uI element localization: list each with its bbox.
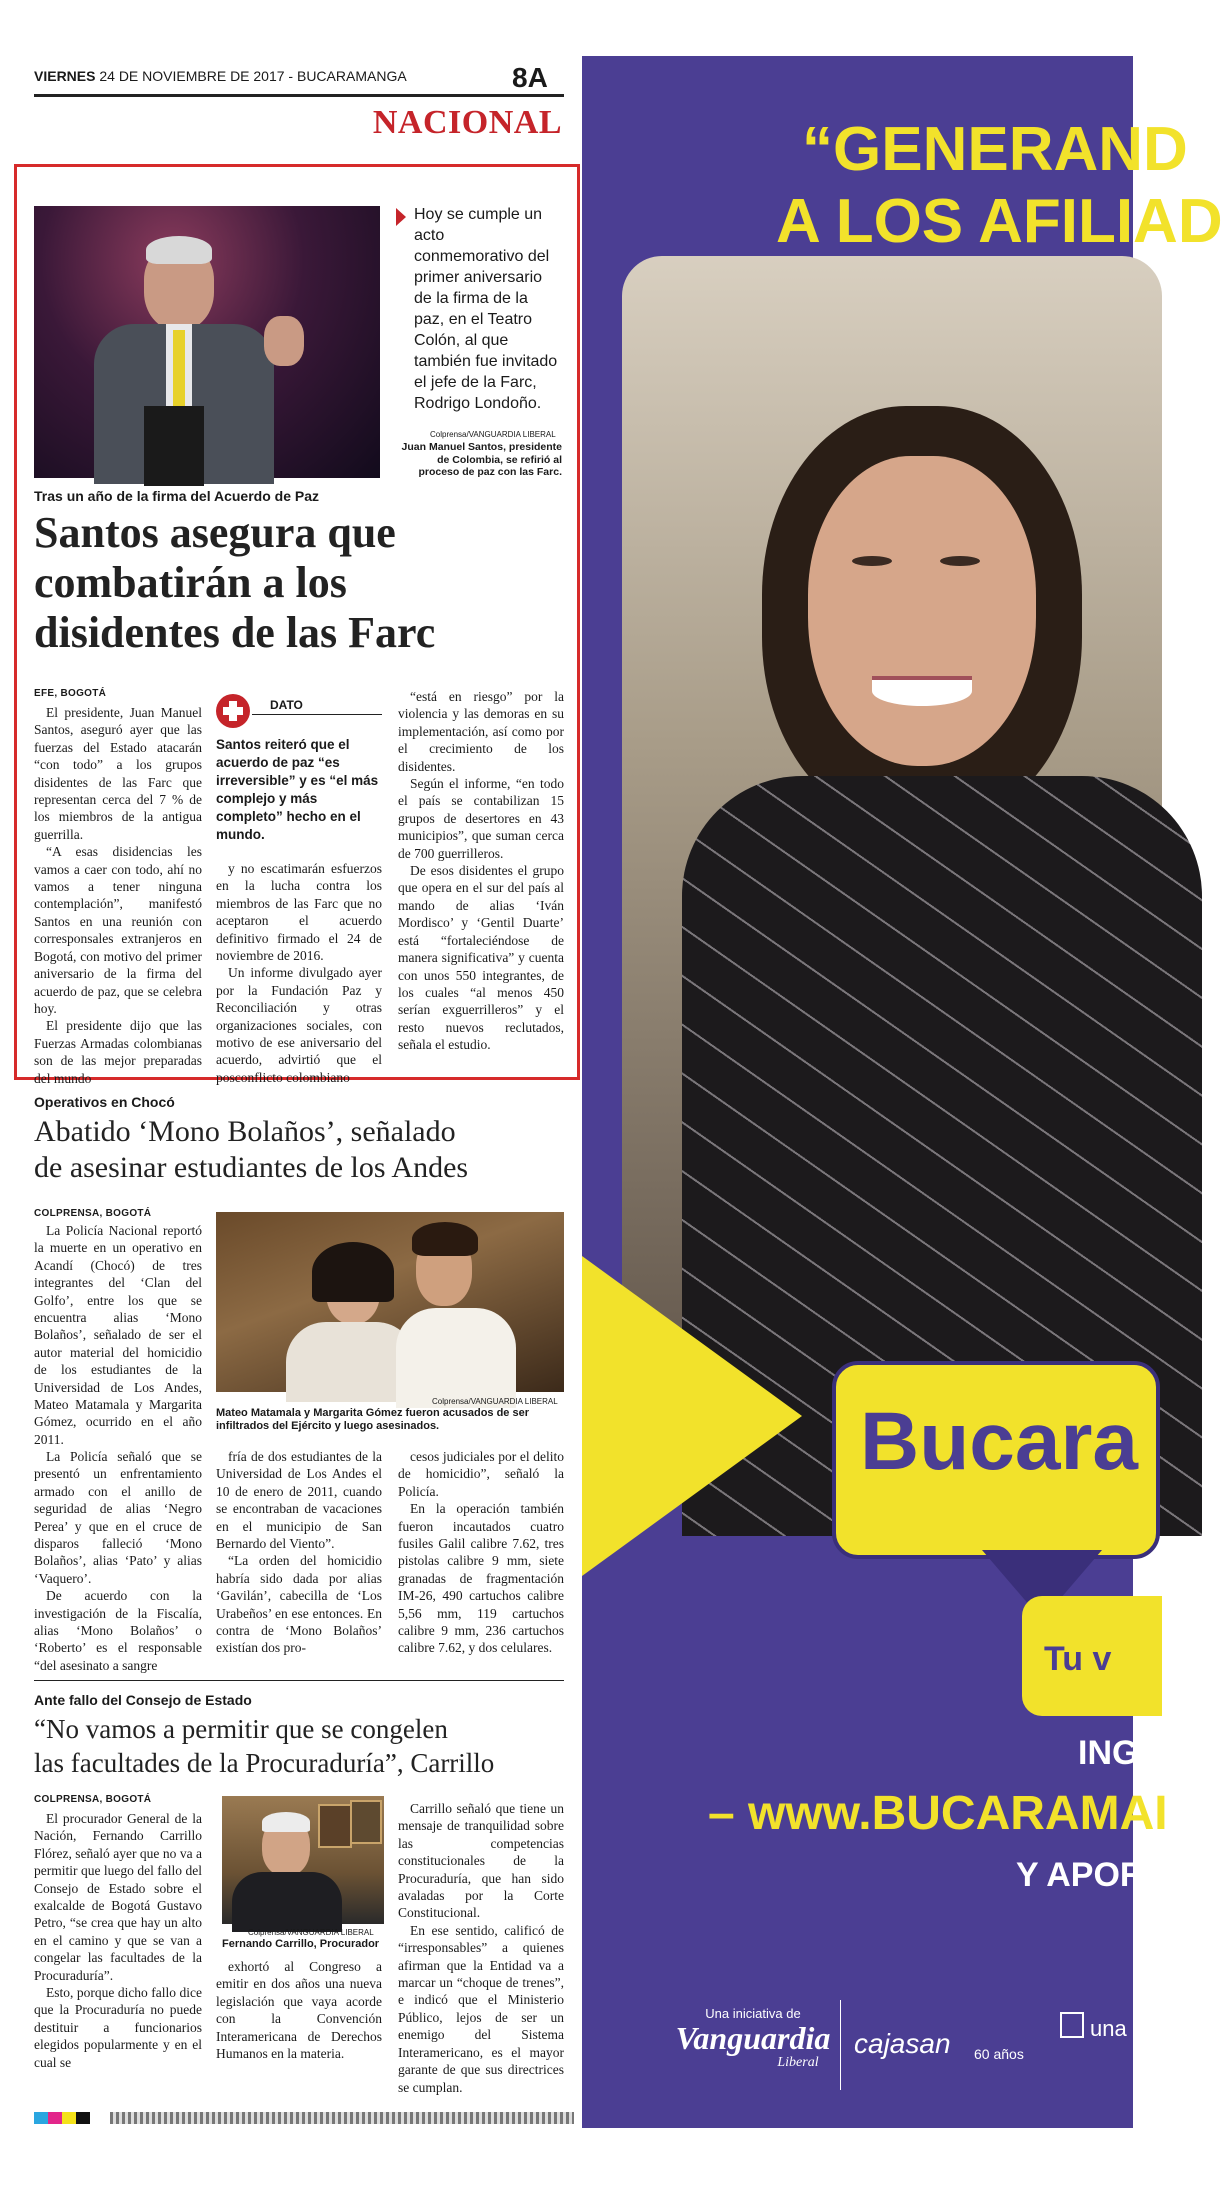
dato-label: DATO bbox=[270, 698, 303, 712]
masthead-rule bbox=[34, 94, 564, 97]
section-title: NACIONAL bbox=[372, 104, 562, 141]
story1-column-1: El presidente, Juan Manuel Santos, aseguró ayer que las fuerzas del Estado atacarán “con todo” a los grupos disidentes de las Farc que representan cerca del 7 % de los miembros de la antigua guerrilla. “A esas disidencias les vamos a caer con todo, ahí no vamos a tener ninguna contemplación”, manifestó Santos en una reunión con corresponsales extranjeros en Bogotá, con motivo del primer aniversario de la firma del acuerdo de paz, que se celebra hoy. El presidente dijo que las Fuerzas Armadas colombianas son de las mejor preparadas del mundo bbox=[34, 705, 202, 1086]
story3-byline: COLPRENSA, BOGOTÁ bbox=[34, 1794, 152, 1805]
ad-logo-vanguardia: Una iniciativa de Vanguardia Liberal bbox=[675, 2006, 831, 2070]
story2-byline: COLPRENSA, BOGOTÁ bbox=[34, 1208, 152, 1219]
print-color-bar bbox=[34, 2112, 574, 2124]
story1-kicker: Tras un año de la firma del Acuerdo de Paz bbox=[34, 488, 320, 504]
story3-column-3: Carrillo señaló que tiene un mensaje de tranquilidad sobre las competencias constitucionales de la Procuraduría, que han sido avaladas por la Corte Constitucional. En ese sentido, calificó de “irresponsables” a quienes afirman que la Entidad va a marcar un “choque de trenes”, e indicó que el Ministerio Público, lejos de ser un enemigo del Sistema Interamericano, es el mayor garante de que sus directrices se cumplan. bbox=[398, 1801, 564, 2095]
ad-brand: Bucara bbox=[860, 1396, 1139, 1487]
page-number: 8A bbox=[512, 62, 548, 93]
dato-rule bbox=[252, 714, 382, 715]
photo-caption-students: Mateo Matamala y Margarita Gómez fueron acusados de ser infiltrados del Ejército y luego asesinados. bbox=[216, 1407, 529, 1432]
story1-column-3: “está en riesgo” por la violencia y las demoras en su implementación, así como por el crecimiento de los disidentes. Según el informe, “en todo el país se contabilizan 15 grupos de desertores en 43 municipios”, que suman cerca de 700 guerrilleros. De esos disidentes el grupo que opera en el sur del país al mando de alias ‘Iván Mordisco’ y ‘Gentil Duarte’ está “fortaleciéndose de manera significativa” y cuenta con unos 550 integrantes, de los cuales “al menos 450 serían exguerrilleros” y el resto nuevos reclutados, señala el estudio. bbox=[398, 689, 564, 1053]
photo-caption-carrillo: Fernando Carrillo, Procurador bbox=[222, 1938, 380, 1950]
story1-headline: Santos asegura que combatirán a los disidentes de las Farc bbox=[34, 508, 436, 657]
masthead-day: VIERNES bbox=[34, 68, 96, 84]
ad-brand-panel bbox=[832, 1361, 1160, 1559]
santos-photo bbox=[34, 206, 380, 478]
story-divider bbox=[34, 1680, 564, 1681]
advertisement bbox=[582, 56, 1223, 2128]
story2-column-2: fría de dos estudiantes de la Universidad de Los Andes el 10 de enero de 2011, cuando se encontraban de vacaciones en el municipio de San Bernardo del Viento”. “La orden del homicidio habría sido dada por alias ‘Gavilán’, cabecilla de ‘Los Urabeños’ en ese entonces. En contra de ‘Mono Bolaños’ existían dos pro- bbox=[216, 1449, 382, 1656]
lead-text: Hoy se cumple un acto conmemorativo del primer aniversario de la firma de la paz, en el Teatro Colón, al que también fue invitado el jefe de la Farc, Rodrigo Londoño. bbox=[414, 206, 558, 412]
ad-url: – www.BUCARAMAI bbox=[708, 1787, 1168, 1840]
photo-credit-students: Colprensa/VANGUARDIA LIBERAL bbox=[432, 1397, 558, 1406]
story3-kicker: Ante fallo del Consejo de Estado bbox=[34, 1692, 252, 1708]
story3-headline: “No vamos a permitir que se congelen las facultades de la Procuraduría”, Carrillo bbox=[34, 1714, 495, 1778]
story1-byline: EFE, BOGOTÁ bbox=[34, 688, 107, 699]
masthead-date: 24 DE NOVIEMBRE DE 2017 - BUCARAMANGA bbox=[99, 68, 407, 84]
story3-column-1: El procurador General de la Nación, Fernando Carrillo Flórez, señaló ayer que no va a permitir que luego del fallo del Consejo de Estado sobre el exalcalde de Bogotá Gustavo Petro, “se crea que hay un alto en el camino y que se van a congelar las facultades de la Procuraduría”. Esto, porque dicho fallo dice que la Procuraduría no puede destituir a funcionarios elegidos popularmente y en el cual se bbox=[34, 1811, 202, 2070]
story1-column-2: y no escatimarán esfuerzos en la lucha contra los miembros de las Farc que no aceptaron el acuerdo definitivo firmado el 24 de noviembre de 2016. Un informe divulgado ayer por la Fundación Paz y Reconciliación y otras organizaciones sociales, con motivo de ese aniversario del acuerdo, advirtió que el posconflicto colombiano bbox=[216, 861, 382, 1085]
students-photo bbox=[216, 1212, 564, 1392]
story3-column-2: exhortó al Congreso a emitir en dos años una nueva legislación que vaya acorde con la Convención Interamericana de Derechos Humanos en la materia. bbox=[216, 1959, 382, 2062]
ad-house-icon bbox=[1060, 2012, 1084, 2038]
lead-box bbox=[398, 204, 558, 414]
ad-headline: “GENERAND A LOS AFILIAD bbox=[776, 115, 1223, 256]
story2-column-3: cesos judiciales por el delito de homicidio”, señaló la Policía. En la operación también fueron incautados cuatro fusiles Galil calibre 7.62, tres pistolas calibre 9 mm, siete granadas de fragmentación IM-26, 490 cartuchos calibre 5,56 mm, 119 cartuchos calibre 9 mm, 236 cartuchos calibre 7.62, y dos celulares. bbox=[398, 1449, 564, 1656]
story2-column-top: La Policía Nacional reportó la muerte en un operativo en Acandí (Chocó) de tres integrantes del ‘Clan del Golfo’, entre los que se encuentra alias ‘Mono Bolaños’, señalado de ser el autor material del homicidio de los estudiantes de la Universidad de Los Andes, Mateo Matamala y Margarita Gómez, ocurrido en el año 2011. bbox=[34, 1223, 202, 1447]
ad-tagline-panel bbox=[1022, 1596, 1162, 1716]
ad-logo-cajasan: cajasan bbox=[854, 2028, 951, 2059]
ad-logo-una: una bbox=[1090, 2016, 1127, 2041]
ad-logo-60-anos: 60 años bbox=[974, 2046, 1024, 2062]
story2-column-1: La Policía señaló que se presentó un enfrentamiento armado con el anillo de seguridad de alias ‘Negro Perea’ y que en el cruce de disparos falleció ‘Mono Bolaños’, alias ‘Pato’ y alias ‘Vaquero’. De acuerdo con la investigación de la Fiscalía, alias ‘Mono Bolaños’ o ‘Roberto’ es el responsable “del asesinato a sangre bbox=[34, 1449, 202, 1673]
dato-icon bbox=[216, 694, 250, 728]
lead-marker-icon bbox=[396, 208, 406, 226]
photo-credit-santos: Colprensa/VANGUARDIA LIBERAL bbox=[430, 430, 556, 439]
dato-text: Santos reiteró que el acuerdo de paz “es irreversible” y es “el más complejo y más completo” hecho en el mundo. bbox=[216, 737, 379, 842]
ad-yellow-shape-1 bbox=[582, 1256, 802, 1576]
photo-credit-carrillo: Colprensa/VANGUARDIA LIBERAL bbox=[248, 1928, 374, 1937]
ad-tagline: Tu v bbox=[1044, 1640, 1112, 1678]
ad-logo-divider bbox=[840, 2000, 841, 2090]
carrillo-photo bbox=[222, 1796, 384, 1924]
photo-caption-santos: Juan Manuel Santos, presidente de Colombia, se refirió al proceso de paz con las Farc. bbox=[401, 441, 562, 478]
story2-kicker: Operativos en Chocó bbox=[34, 1094, 175, 1110]
masthead-dateline bbox=[34, 68, 407, 84]
story2-headline: Abatido ‘Mono Bolaños’, señalado de asesinar estudiantes de los Andes bbox=[34, 1115, 469, 1184]
ad-ing: ING bbox=[1078, 1734, 1139, 1772]
ad-apor: Y APOR bbox=[1016, 1856, 1145, 1894]
